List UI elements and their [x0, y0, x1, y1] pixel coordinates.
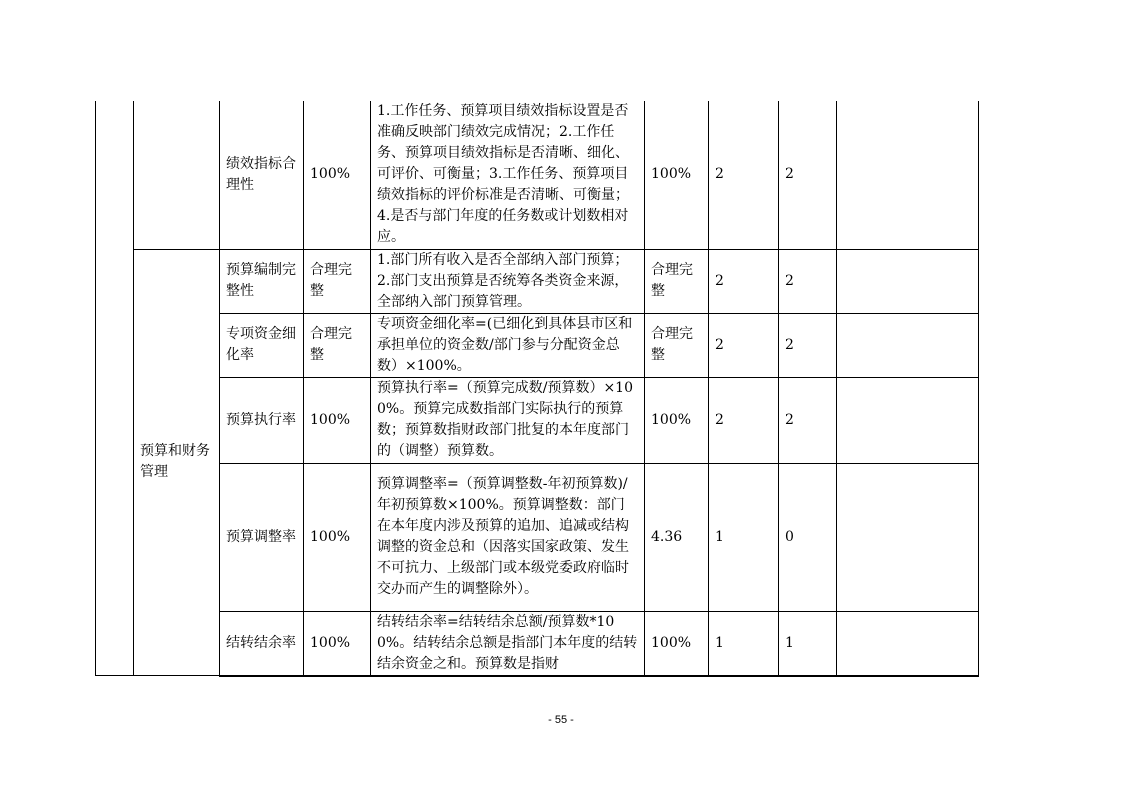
- earned-cell: 2: [779, 249, 837, 313]
- earned-cell: 2: [779, 101, 837, 249]
- table-row: [96, 463, 979, 611]
- actual-cell: 4.36: [645, 463, 709, 611]
- description-cell: 1.工作任务、预算项目绩效指标设置是否准确反映部门绩效完成情况；2.工作任务、预算项目绩效指标是否清晰、细化、可评价、可衡量；3.工作任务、预算项目绩效指标的评价标准是否清晰、可衡量；4.是否与部门年度的任务数或计划数相对应。: [371, 101, 645, 249]
- table-row: [96, 611, 979, 676]
- description-cell: 预算调整率=（预算调整数-年初预算数)/年初预算数×100%。预算调整数：部门在本年度内涉及预算的追加、追减或结构调整的资金总和（因落实国家政策、发生不可抗力、上级部门或本级党委政府临时交办而产生的调整除外）。: [371, 463, 645, 611]
- weight-cell: 100%: [304, 101, 371, 249]
- page-number: - 55 -: [548, 714, 574, 726]
- score-cell: 2: [709, 313, 779, 377]
- group-label-cell: 预算和财务管理: [134, 249, 220, 676]
- weight-cell: 合理完整: [304, 249, 371, 313]
- score-cell: 2: [709, 377, 779, 463]
- table-row: [96, 377, 979, 463]
- indicator-cell: 预算调整率: [220, 463, 304, 611]
- actual-cell: 100%: [645, 377, 709, 463]
- score-cell: 1: [709, 463, 779, 611]
- weight-cell: 合理完整: [304, 313, 371, 377]
- note-cell: [837, 463, 979, 611]
- note-cell: [837, 377, 979, 463]
- actual-cell: 100%: [645, 101, 709, 249]
- weight-cell: 100%: [304, 611, 371, 676]
- description-cell: 1.部门所有收入是否全部纳入部门预算；2.部门支出预算是否统筹各类资金来源，全部纳入部门预算管理。: [371, 249, 645, 313]
- actual-cell: 合理完整: [645, 249, 709, 313]
- score-cell: 2: [709, 249, 779, 313]
- score-cell: 1: [709, 611, 779, 676]
- description-cell: 预算执行率=（预算完成数/预算数）×100%。预算完成数指部门实际执行的预算数；预算数指财政部门批复的本年度部门的（调整）预算数。: [371, 377, 645, 463]
- weight-cell: 100%: [304, 463, 371, 611]
- note-cell: [837, 101, 979, 249]
- indicator-cell: 预算编制完整性: [220, 249, 304, 313]
- earned-cell: 2: [779, 377, 837, 463]
- evaluation-table: [95, 101, 979, 677]
- actual-cell: 合理完整: [645, 313, 709, 377]
- table-row: [96, 249, 979, 313]
- indicator-cell: 预算执行率: [220, 377, 304, 463]
- note-cell: [837, 249, 979, 313]
- indicator-cell: 结转结余率: [220, 611, 304, 676]
- table-row: [96, 101, 979, 249]
- earned-cell: 2: [779, 313, 837, 377]
- level2-cell: [134, 101, 220, 249]
- indicator-cell: 绩效指标合理性: [220, 101, 304, 249]
- note-cell: [837, 313, 979, 377]
- indicator-cell: 专项资金细化率: [220, 313, 304, 377]
- level1-cell: [96, 101, 134, 676]
- actual-cell: 100%: [645, 611, 709, 676]
- description-cell: 专项资金细化率=(已细化到具体县市区和承担单位的资金数/部门参与分配资金总数）×100%。: [371, 313, 645, 377]
- earned-cell: 1: [779, 611, 837, 676]
- score-cell: 2: [709, 101, 779, 249]
- table-row: [96, 313, 979, 377]
- description-cell: 结转结余率=结转结余总额/预算数*100%。结转结余总额是指部门本年度的结转结余资金之和。预算数是指财: [371, 611, 645, 676]
- earned-cell: 0: [779, 463, 837, 611]
- weight-cell: 100%: [304, 377, 371, 463]
- note-cell: [837, 611, 979, 676]
